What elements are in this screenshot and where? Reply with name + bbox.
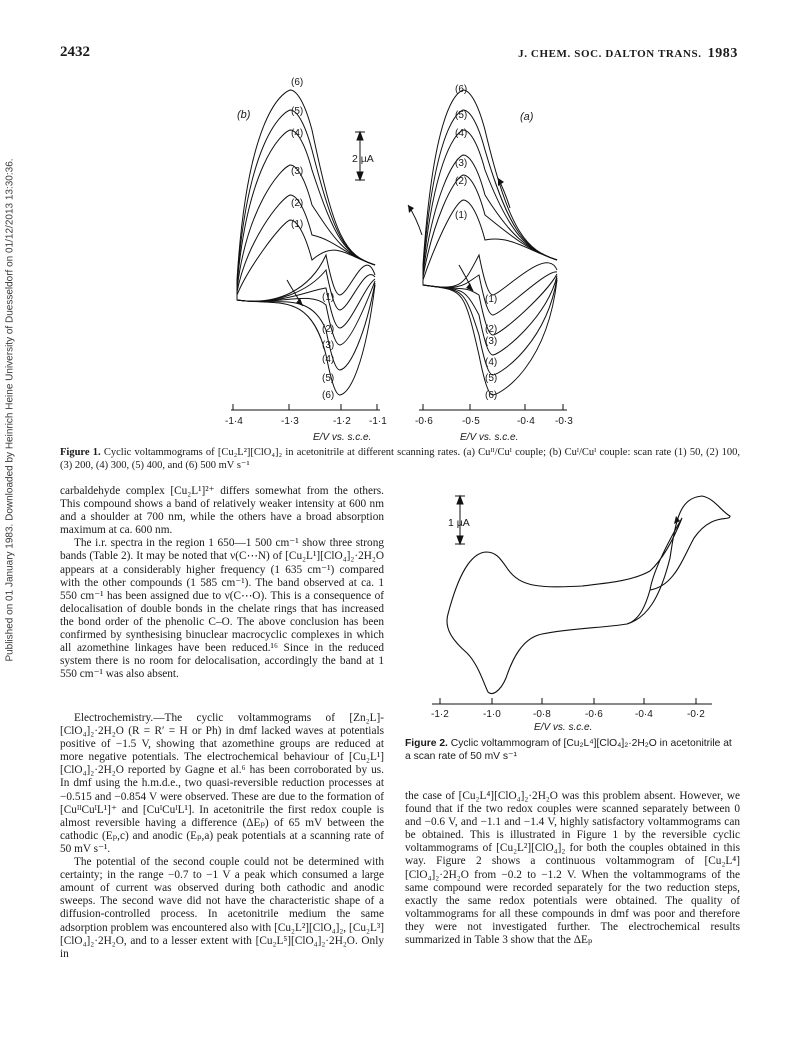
x-tick-label: -1·3 [281, 416, 299, 427]
panel-b-curve-labels [291, 77, 334, 401]
x-tick-label: -0·4 [517, 416, 535, 427]
panel-a-curves [423, 90, 557, 395]
arrow-head [296, 298, 303, 306]
scale-bar-label: 1 µA [448, 517, 470, 529]
panel-a-xlabel: E/V vs. s.c.e. [460, 432, 519, 443]
left-column-top [60, 485, 384, 681]
curve-label-red: (5) [322, 373, 335, 384]
panel-b-label: (b) [237, 109, 251, 121]
left-column-electrochemistry [60, 712, 384, 961]
x-tick-label: -0·8 [533, 709, 551, 720]
figure-2-caption-label: Figure 2. [405, 738, 448, 749]
panel-a-label: (a) [520, 111, 534, 123]
curve-label-red: (5) [485, 373, 498, 384]
x-tick-label: -0·4 [635, 709, 653, 720]
x-tick-label: -0·6 [415, 416, 433, 427]
curve-label-ox: (5) [291, 106, 304, 117]
arrow-head [408, 205, 414, 213]
figure-2-caption-text: Cyclic voltammogram of [Cu₂L⁴][ClO₄]₂·2H₂O in acetonitrile at a scan rate of 50 mV s⁻¹ [405, 738, 732, 762]
figure-1-caption-text: Cyclic voltammograms of [Cu₂L²][ClO₄]₂ in acetonitrile at different scanning rates. (a) Cuᴵᴵ/Cuᴵ couple; (b) Cuᴵ/Cuᴵ couple: scan rate (1) 50, (2) 100, (3) 200, (4) 300, (5) 400, and (6) 500 mV s⁻¹ [60, 447, 741, 471]
curve-label-red: (2) [485, 324, 498, 335]
x-tick-label: -1·0 [483, 709, 501, 720]
curve-label-red: (1) [485, 294, 498, 305]
paragraph: The potential of the second couple could not be determined with certainty; in the range −0.7 to −1 V a peak which consumed a large amount of current was observed during both cathodic and anodic sweeps. The second wave did not have the characteristic shape of a diffusion-controlled process. In acetonitrile medium the same adsorption problem was encountered also with [Cu₂L²][ClO₄]₂, [Cu₂L³][ClO₄]₂·2H₂O, and to a lesser extent with [Cu₂L⁵][ClO₄]₂·2H₂O. Only in [60, 856, 384, 960]
voltammogram-curve [423, 200, 557, 295]
curve-label-ox: (6) [455, 84, 468, 95]
curve-label-ox: (4) [455, 128, 468, 139]
paragraph: The i.r. spectra in the region 1 650—1 500 cm⁻¹ show three strong bands (Table 2). It may be noted that ν(C⋯N) of [Cu₂L¹][ClO₄]₂·2H₂O appears at a considerably higher frequency (1 635 cm⁻¹) compared with the other compounds (1 585 cm⁻¹). The band observed at ca. 1 550 cm⁻¹ has been assigned due to ν(C⋯O). This is a consequence of delocalisation of double bonds in the chelate rings that has increased the bond order of the phenolic C–O. The above conclusion has been confirmed by synthesising binuclear macrocyclic complexes in which all azomethine linkages have been reduced.¹⁶ Since in the reduced system there is no room for delocalisation, accordingly the band at 1 550 cm⁻¹ was also absent. [60, 537, 384, 681]
figure-1 [215, 70, 730, 450]
x-tick-label: -0·2 [687, 709, 705, 720]
voltammogram-curve [423, 130, 557, 355]
figure-1-panel-a [415, 84, 573, 443]
curve-label-red: (6) [322, 390, 335, 401]
curve-label-ox: (5) [455, 110, 468, 121]
paragraph: Electrochemistry.—The cyclic voltammograms of [Zn₂L]-[ClO₄]₂·2H₂O (R = R′ = H or Ph) in dmf lacked waves at potentials positive of −1.5 V, showing that azomethine groups are reduced at more negative potentials. The electrochemical behaviour of [Cu₂L¹][ClO₄]₂·2H₂O reported by Gagne et al.⁶ has been corroborated by us. In dmf using the h.m.d.e., two quasi-reversible reduction processes at −0.515 and −0.854 V were observed. These are due to the formation of [CuᴵᴵCuᴵL¹]⁺ and [CuᴵCuᴵL¹]. In acetonitrile the first redox couple is almost reversible having a difference (ΔEₚ) of 65 mV between the cathodic (Eₚ,c) and anodic (Eₚ,a) peak potentials at a scanning rate of 50 mV s⁻¹. [60, 712, 384, 855]
curve-label-ox: (6) [291, 77, 304, 88]
curve-label-ox: (4) [291, 128, 304, 139]
curve-label-red: (6) [485, 390, 498, 401]
curve-label-ox: (2) [291, 198, 304, 209]
curve-label-ox: (3) [291, 166, 304, 177]
journal-name: J. CHEM. SOC. DALTON TRANS. [518, 48, 702, 60]
figure-2-caption [405, 738, 740, 763]
figure-1-caption [60, 446, 740, 472]
figure-2 [412, 478, 737, 738]
figure-2-xlabel: E/V vs. s.c.e. [534, 722, 593, 733]
download-notice [2, 160, 18, 660]
curve-label-ox: (1) [455, 210, 468, 221]
figure-1-caption-label: Figure 1. [60, 447, 101, 458]
panel-b-xlabel: E/V vs. s.c.e. [313, 432, 372, 443]
right-column [405, 790, 740, 947]
curve-label-red: (4) [322, 354, 335, 365]
curve-label-ox: (3) [455, 158, 468, 169]
x-tick-label: -1·2 [431, 709, 449, 720]
download-notice-text: Published on 01 January 1983. Downloaded by Heinrich Heine University of Duesseldorf on 01/12/2013 13:30:36. [4, 158, 16, 662]
curve-label-ox: (1) [291, 219, 304, 230]
curve-label-red: (2) [322, 324, 335, 335]
x-tick-label: -0·5 [462, 416, 480, 427]
voltammogram-curve [447, 518, 682, 693]
panel-b-curves [237, 90, 375, 395]
x-tick-label: -1·2 [333, 416, 351, 427]
voltammogram-curve [423, 90, 557, 395]
x-tick-label: -0·3 [555, 416, 573, 427]
voltammogram-curve [237, 90, 375, 395]
curve-label-red: (3) [322, 340, 335, 351]
x-tick-label: -1·1 [369, 416, 387, 427]
x-tick-label: -1·4 [225, 416, 243, 427]
paragraph: the case of [Cu₂L⁴][ClO₄]₂·2H₂O was this problem absent. However, we found that if the two redox couples were scanned separately between 0 and −0.6 V, and −1.1 and −1.4 V, highly satisfactory voltammograms can be obtained. This is illustrated in Figure 1 by the reversible cyclic voltammograms of [Cu₂L²][ClO₄]₂ for both the couples obtained in this way. Figure 2 shows a continuous voltammogram of [Cu₂L⁴][ClO₄]₂·2H₂O from −0.2 to −1.2 V. When the voltammograms of the same compound were recorded separately for the two reduction steps, exactly the same redox potentials were obtained. The quality of voltammograms for all these compounds in dmf was poor and therefore they were not investigated further. The electrochemical results summarized in Table 3 show that the ΔEₚ [405, 790, 740, 947]
paragraph: carbaldehyde complex [Cu₂L¹]²⁺ differs somewhat from the others. This compound shows a band of relatively weaker intensity at 600 nm and a shoulder at 700 nm, while the others have a broad absorption maximum at ca. 600 nm. [60, 485, 384, 537]
voltammogram-curve [237, 165, 375, 328]
voltammogram-upper-lobe [627, 496, 730, 624]
x-tick-label: -0·6 [585, 709, 603, 720]
curve-label-red: (1) [322, 292, 335, 303]
voltammogram-curve [237, 220, 375, 301]
running-head [518, 46, 738, 62]
figure-1-panel-b [225, 77, 422, 443]
scale-bar-label: 2 µA [352, 153, 374, 165]
curve-label-red: (4) [485, 357, 498, 368]
page-number: 2432 [60, 44, 90, 60]
curve-label-ox: (2) [455, 176, 468, 187]
journal-year: 1983 [707, 46, 738, 61]
curve-label-red: (3) [485, 336, 498, 347]
